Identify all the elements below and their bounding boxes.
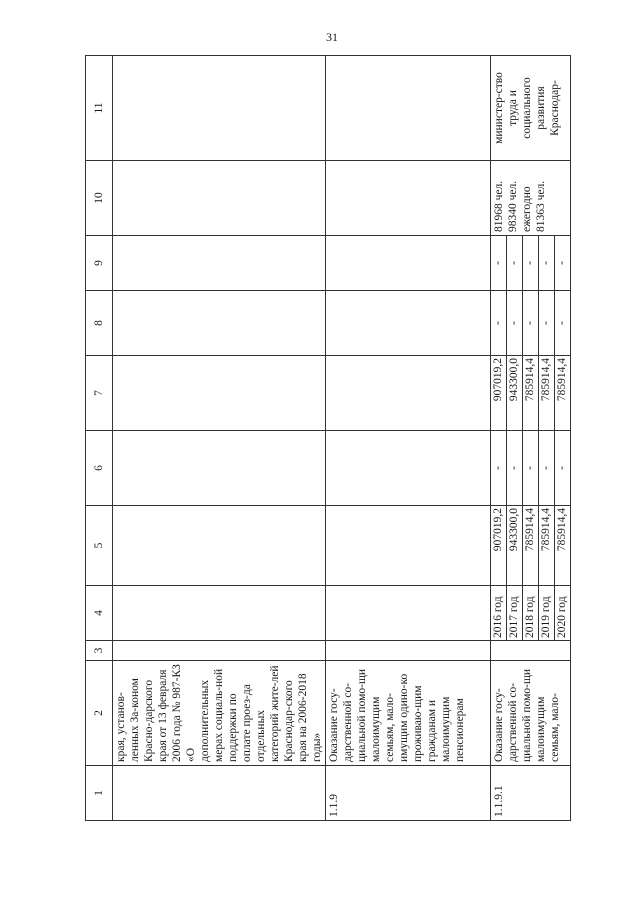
value-cell: 785914,4	[523, 356, 539, 430]
value-cell: -	[523, 431, 539, 505]
header-row	[86, 56, 113, 821]
value-cell: -	[539, 236, 555, 290]
col-header-4: 4	[86, 586, 113, 641]
value-cell: -	[539, 291, 555, 355]
value-cell: -	[556, 466, 568, 470]
row-description: Оказание госу-дарственной со-циальной помо-щи малоимущим семьям, мало-имущим одино-ко проживаю-щим гражданам и малоимущим пенсионерам	[326, 661, 491, 766]
row-number: 1.1.9.1	[491, 766, 571, 821]
value-cell: -	[507, 291, 523, 355]
row-description: Оказание госу-дарственной со-циальной помо-щи малоимущим семьям, мало-	[491, 661, 571, 766]
table-row	[326, 56, 491, 821]
value-cell: 943300,0	[507, 356, 523, 430]
value-cell: 785914,4	[556, 508, 568, 552]
row-description: края, установ-ленных За-коном Красно-дарского края от 13 февраля 2006 года № 987-КЗ «О дополнительных мерах социаль-ной поддержки по оплате проез-да отдельных категорий жите-лей Краснодар-ского края на 2006-2018 годы»	[113, 661, 326, 766]
col-header-2: 2	[86, 661, 113, 766]
year-cell: 2016 год	[491, 586, 507, 640]
value-cell: 907019,2	[491, 356, 507, 430]
value-cell: 785914,4	[556, 358, 568, 402]
col-header-9: 9	[86, 236, 113, 291]
value-cell: 943300,0	[507, 506, 523, 585]
year-cell: 2019 год	[539, 586, 555, 640]
col-header-3: 3	[86, 641, 113, 661]
indicator-cell: 81968 чел. 98340 чел. ежегодно 81363 чел.	[491, 161, 571, 236]
col-header-6: 6	[86, 431, 113, 506]
col-header-1: 1	[86, 766, 113, 821]
table-row	[113, 56, 326, 821]
value-cell: -	[507, 431, 523, 505]
col-header-10: 10	[86, 161, 113, 236]
value-cell: 785914,4	[539, 356, 555, 430]
year-cell: 2020 год	[556, 596, 568, 638]
value-cell: 907019,2	[491, 506, 507, 585]
value-cell: -	[556, 261, 568, 265]
table-row	[491, 56, 571, 821]
row-number: 1.1.9	[326, 766, 491, 821]
value-cell: -	[491, 236, 507, 290]
value-cell: -	[523, 291, 539, 355]
year-cell: 2017 год	[507, 586, 523, 640]
responsible-cell: министер-ство труда и социального развития Краснодар-	[491, 56, 571, 161]
col-header-5: 5	[86, 506, 113, 586]
col-header-7: 7	[86, 356, 113, 431]
year-cell: 2018 год	[523, 586, 539, 640]
page-number: 31	[326, 30, 338, 44]
value-cell: -	[539, 431, 555, 505]
col-header-8: 8	[86, 291, 113, 356]
value-cell: -	[491, 291, 507, 355]
value-cell: -	[523, 236, 539, 290]
col-header-11: 11	[86, 56, 113, 161]
value-cell: -	[507, 236, 523, 290]
value-cell: 785914,4	[523, 506, 539, 585]
row-number	[113, 766, 326, 821]
rotated-table-container	[85, 56, 566, 821]
program-table	[85, 55, 571, 821]
value-cell: -	[556, 321, 568, 325]
value-cell: -	[491, 431, 507, 505]
value-cell: 785914,4	[539, 506, 555, 585]
